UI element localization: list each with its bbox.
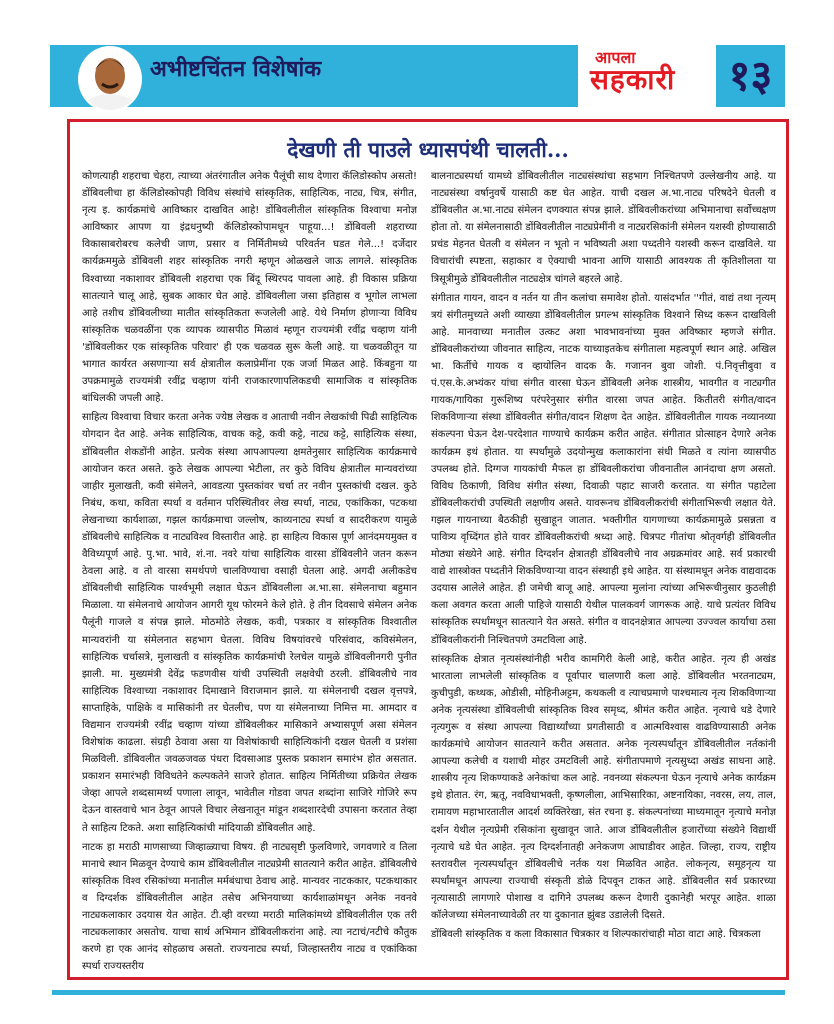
- paragraph: डोंबिवली सांस्कृतिक व कला विकासात चित्रकार व शिल्पकारांचाही मोठा वाटा आहे. चित्रकला: [431, 929, 761, 941]
- paragraph: संगीतात गायन, वादन व नर्तन या तीन कलांचा समावेश होतो. यासंदर्भात ''गीतं, वाद्यं तथा नृत्यम् त्रयं संगीतमुच्यते अशी व्याख्या डोंबिवलीतील प्रगल्भ सांस्कृतिक विश्वाने सिध्द करून दाखविली आहे. मानवाच्या मनातील उत्कट अशा भावभावनांच्या मुक्त अविष्कार म्हणजे संगीत. डोंबिवलीकरांच्या जीवनात साहित्य, नाटक याच्याइतकेच संगीताला महत्वपूर्ण स्थान आहे. अखिल भा. किर्तीचे गायक व व्हायोलिन वादक कै. गजानन बुवा जोशी. पं.निवृत्तीबुवा व पं.एस.के.अभ्यंकर यांचा संगीत वारसा घेऊन डोंबिवली अनेक शास्त्रीय, भावगीत व नाट्यगीत गायक/गायिका गुरूशिष्य परंपरेनुसार संगीत वारसा जपत आहेत. कितीतरी संगीत/वादन शिकविणाऱ्या संस्था डोंबिवलीत संगीत/वादन शिक्षण देत आहेत. डोंबिवलीतील गायक नव्यानव्या संकल्पना घेऊन देश-परदेशात गाण्याचे कार्यक्रम करीत आहेत. संगीतात प्रोत्साहन देणारे अनेक कार्यक्रम इथं होतात. या स्पर्धांमुळे उदयोन्मुख कलाकारांना संधी मिळते व त्यांना व्यासपीठ उपलब्ध होते. दिग्गज गायकांची मैफल हा डोंबिवलीकरांचा जीवनातील आनंदाचा क्षण असतो. विविध ठिकाणी, विविध संगीत संस्था, दिवाळी पहाट साजरी करतात. या संगीत पहाटेला डोंबिवलीकरांची उपस्थिती लक्षणीय असते. यावरूनच डोंबिवलीकरांची संगीताभिरूची लक्षात येते. गझल गायनाच्या बैठकीही सुखाहून जातात. भक्तीगीत यागणाच्या कार्यक्रमामुळे प्रसन्नता व पावित्र्य वृध्दिंगत होते यावर डोंबिवलीकरांची श्रध्दा आहे. चित्रपट गीतांचा श्रोतृवर्गही डोंबिवलीत मोठ्या संख्येने आहे. संगीत दिग्दर्शन क्षेत्रातही डोंबिवलीचे नाव अग्रक्रमांवर आहे. सर्व प्रकारची वाद्ये शास्त्रोक्त पध्दतीने शिकविण्याऱ्या वादन संस्थाही इथे आहेत. या संस्थामधून अनेक वाद्यवादक उदयास आलेले आहेत. ही जमेची बाजू आहे. आपल्या मुलांना त्यांच्या अभिरूचीनुसार कुठलीही कला अवगत करता आली पाहिजे यासाठी येथील पालकवर्ग जागरूक आहे. याचे प्रत्यंतर विविध सांस्कृतिक स्पर्धांमधून सातत्याने येत असते. संगीत व वादनक्षेत्रात आपल्या उज्ज्वल कार्याचा ठसा डोंबिवलीकरांनी निश्चितपणे उमटविला आहे.: [431, 292, 776, 646]
- brand-name: सहकारी: [590, 63, 676, 96]
- right-column: [431, 168, 776, 972]
- left-column: [82, 168, 417, 972]
- paragraph: बालनाट्यस्पर्धा यामध्ये डोंबिवलीतील नाट्यसंस्थांचा सहभाग निश्चितपणे उल्लेखनीय आहे. या नाट्यसंस्था वर्षानुवर्षे यासाठी कष्ट घेत आहेत. याची दखल अ.भा.नाट्य परिषदेने घेतली व डोंबिवलीत अ.भा.नाट्य संमेलन दणक्यात संपन्न झाले. डोंबिवलीकरांच्या अभिमानाचा सर्वोच्चक्षण होता तो. या संमेलनासाठी डोंबिवलीतील नाट्यप्रेमींनी व नाट्यरसिकांनी संमेलन यशस्वी होण्यासाठी प्रचंड मेहनत घेतली व संमेलन न भूतो न भविष्यती अशा पध्दतीने यशस्वी करून दाखविले. या विचारांची स्पष्टता, सहाकार व ऐक्याची भावना आणि यासाठी आवश्यक ती कृतिशीलता या त्रिसूत्रीमुळे डोंबिवलीतील नाट्यक्षेत्र चांगले बहरले आहे.: [431, 171, 776, 285]
- paragraph: नाटक हा मराठी माणसाच्या जिव्हाळ्याचा विषय. ही नाट्यसृष्टी फुलविणारे, जगवणारे व तिला मानाचे स्थान मिळवून देण्याचे काम डोंबिवलीतील नाट्यप्रेमी सातत्याने करीत आहेत. डोंबिवलीचे सांस्कृतिक विश्व रसिकांच्या मनातील मर्मबंधाचा ठेवाच आहे. मान्यवर नाटककार, पटकथाकार व दिग्दर्शक डोंबिवलीतील आहेत तसेच अभिनयाच्या कार्यशाळांमधून अनेक नवनवे नाट्यकलाकार उदयास येत आहेत. टी.व्ही वरच्या मराठी मालिकांमध्ये डोंबिवलीतील एक तरी नाट्यकलाकार असतोच. याचा सार्थ अभिमान डोंबिवलीकरांना आहे. त्या नटाचं/नटीचे कौतुक करणे हा एक आनंद सोहळाच असतो. राज्यनाट्य स्पर्धा, जिल्हास्तरीय नाट्य व एकांकिका स्पर्धा राज्यस्तरीय: [82, 841, 417, 972]
- paragraph: साहित्य विश्वाचा विचार करता अनेक ज्येष्ठ लेखक व आताची नवीन लेखकांची पिढी साहित्यिक योगदान देत आहे. अनेक साहित्यिक, वाचक कट्टे, कवी कट्टे, नाट्य कट्टे, साहित्यिक संस्था, डोंबिवलीत शेकडोंनी आहेत. प्रत्येक संस्था आपआपल्या क्षमतेनुसार साहित्यिक कार्यक्रमाचे आयोजन करत असते. कुठे लेखक आपल्या भेटीला, तर कुठे विविध क्षेत्रातील मान्यवरांच्या जाहीर मुलाखती, कवी संमेलने, आवडत्या पुस्तकांवर चर्चा तर नवीन पुस्तकांची दखल. कुठे निबंध, कथा, कविता स्पर्धा व वर्तमान परिस्थितीवर लेख स्पर्धा, नाट्य, एकांकिका, पटकथा लेखनाच्या कार्यशाळा, गझल कार्यक्रमाचा जल्लोष, काव्यनाट्य स्पर्धा व सादरीकरण यामुळे डोंबिवलीचे साहित्यिक व नाट्यविश्व विस्तारीत आहे. हा साहित्य विकास पूर्ण आनंदमयमुक्त व वैविध्यपूर्ण आहे. पु.भा. भावे, शं.ना. नवरे यांचा साहित्यिक वारसा डोंबिवलीने जतन करून ठेवला आहे. व तो वारसा समर्थपणे चालविण्याचा वसाही घेतला आहे. अगदी अलीकडेच डोंबिवलीची साहित्यिक पार्श्वभूमी लक्षात घेऊन डोंबिवलीला अ.भा.सा. संमेलनाचा बहुमान मिळाला. या संमेलनाचे आयोजन आगरी यूथ फोरमने केले होते. हे तीन दिवसाचे संमेलन अनेक पैलूंनी गाजले व संपन्न झाले. मोठमोठे लेखक, कवी, पत्रकार व सांस्कृतिक विश्वातील मान्यवरांनी या संमेलनात सहभाग घेतला. विविध विषयांवरचे परिसंवाद, कविसंमेलन, साहित्यिक चर्चासत्रे, मुलाखती व सांस्कृतिक कार्यक्रमांची रेलचेल यामुळे डोंबिवलीनगरी पुनीत झाली. मा. मुख्यमंत्री देवेंद्र फडणवीस यांची उपस्थिती लक्षवेधी ठरली. डोंबिवलीचे नाव साहित्यिक विश्वाच्या नकाशावर दिमाखाने विराजमान झाले. या संमेलनाची दखल वृत्तपत्रे, साप्ताहिके, पाक्षिके व मासिकांनी तर घेतलीच, पण या संमेलनाच्या निमित्त मा. आमदार व विद्यमान राज्यमंत्री रवींद्र चव्हाण यांच्या डोंबिवलीकर मासिकाने अभ्यासपूर्ण असा संमेलन विशेषांक काढला. संग्रही ठेवावा असा या विशेषांकाची साहित्यिकांनी दखल घेतली व प्रशंसा मिळविली. डोंबिवलीत जवळजवळ पंधरा दिवसाआड पुस्तक प्रकाशन समारंभ होत असतात. प्रकाशन समारंभही विविधतेने कल्पकतेने साजरे होतात. साहित्य निर्मितीच्या प्रक्रियेत लेखक जेव्हा आपले शब्दसामर्थ्य पणाला लावून, भावेतील गोडवा जपत शब्दांना साजिरे गोजिरे रूप देऊन वास्तवाचे भान ठेवून आपले विचार लेखनातून मांडून शब्दशारदेची उपासना करतात तेव्हा ते साहित्य टिकते. अशा साहित्यिकांची मांदियाळी डोंबिवलीत आहे.: [82, 412, 417, 834]
- header-title: अभीष्टचिंतन विशेषांक: [150, 56, 322, 82]
- brand-tagline: आपला: [595, 48, 636, 67]
- footer-rule: [52, 990, 785, 995]
- article-headline: देखणी ती पाउले ध्यासपंथी चालती...: [287, 137, 569, 162]
- page-number: १३: [716, 45, 785, 107]
- author-portrait: [78, 46, 142, 112]
- paragraph: कोणत्याही शहराचा चेहरा, त्याच्या अंतरंगातील अनेक पैलूंची साथ देणारा कॅलिडोस्कोप असतो! डोंबिवलीचा हा कॅलिडोस्कोपही विविध संस्थांचे सांस्कृतिक, साहित्यिक, नाट्य, चित्र, संगीत, नृत्य इ. कार्यक्रमांचे आविष्कार दाखवित आहे! डोंबिवलीतील सांस्कृतिक विश्वाचा मनोज्ञ आविष्कार आपण या इंद्रधनुष्यी कॅलिडोस्कोपामधून पाहूया...! डोंबिवली शहराच्या विकासाबरोबरच कलेची जाण, प्रसार व निर्मितीमध्ये परिवर्तन घडत गेले...! दर्जेदार कार्यक्रममुळे डोंबिवली शहर सांस्कृतिक नगरी म्हणून ओळखले जाऊ लागले. सांस्कृतिक विश्वाच्या नकाशावर डोंबिवली शहराचा एक बिंदू स्थिरपद पावला आहे. ही विकास प्रक्रिया सातत्याने चालू आहे, सुबक आकार घेत आहे. डोंबिवलीला जसा इतिहास व भूगोल लाभला आहे तशीच डोंबिवलीच्या मातीत सांस्कृतिकता रूजलेली आहे. येथे निर्माण होणाऱ्या विविध सांस्कृतिक चळवळींना एक व्यापक व्यासपीठ मिळावं म्हणून राज्यमंत्री रवींद्र चव्हाण यांनी 'डोंबिवलीकर एक सांस्कृतिक परिवार' ही एक चळवळ सुरू केली आहे. या चळवळीतून या भागात कार्यरत असणाऱ्या सर्व क्षेत्रातील कलाप्रेमींना एक जर्जा मिळत आहे. किंबहुना या उपक्रमामुळे राज्यमंत्री रवींद्र चव्हाण यांनी राजकारणापलिकडची सामाजिक व सांस्कृतिक बांधिलकी जपली आहे.: [82, 171, 417, 405]
- paragraph: सांस्कृतिक क्षेत्रात नृत्यसंस्थांनीही भरीव कामगिरी केली आहे, करीत आहेत. नृत्य ही अखंड भारताला लाभलेली सांस्कृतिक व पूर्वापार चालणारी कला आहे. डोंबिवलीत भरतनाट्यम, कुचीपुडी, कथ्थक, ओडीसी, मोहिनीअट्टम, कथकली व त्याचप्रमाणे पाश्चमात्य नृत्य शिकविणाऱ्या अनेक नृत्यसंस्था डोंबिवलीची सांस्कृतिक विश्व समृध्द, श्रीमंत करीत आहेत. नृत्याचे धडे देणारे नृत्यगुरू व संस्था आपल्या विद्यार्थ्यांच्या प्रगतीसाठी व आत्मविश्वास वाढविण्यासाठी अनेक कार्यक्रमांचे आयोजन सातत्याने करीत असतात. अनेक नृत्यस्पर्धांतून डोंबिवलीतील नर्तकांनी आपल्या कलेची व यशाची मोहर उमटविली आहे. संगीतापमाणे नृत्यसुध्दा अखंड साधना आहे. शास्त्रीय नृत्य शिकण्याकडे अनेकांचा कल आहे. नवनव्या संकल्पना घेऊन नृत्याचे अनेक कार्यक्रम इथे होतात. रंग, ऋतू, नवविधाभक्ती, कृष्णलीला, आभिसारिका, अष्टनायिका, नवरस, लय, ताल, रामायण महाभारतातील आदर्श व्यक्तिरेखा, संत रचना इ. संकल्पनांच्या माध्यमातून नृत्याचे मनोज्ञ दर्शन येथील नृत्यप्रेमी रसिकांना सुखावून जाते. आज डोंबिवलीतील हजारोंच्या संख्येने विद्यार्थी नृत्याचे धडे घेत आहेत. नृत्य दिग्दर्शनातही अनेकजण आघाडीवर आहेत. जिल्हा, राज्य, राष्ट्रीय स्तरावरील नृत्यस्पर्धांतून डोंबिवलीचे नर्तक यश मिळवित आहेत. लोकनृत्य, समूहनृत्य या स्पर्धांमधून आपल्या राज्याची संस्कृती डोळे दिपवून टाकत आहे. डोंबिवलीत सर्व प्रकारच्या नृत्यासाठी लागणारे पोशाख व दागिने उपलब्ध करून देणारी दुकानेही भरपूर आहेत. शाळा कॉलेजच्या संमेलनाच्यावेळी तर या दुकानात झुंबड उडालेली दिसते.: [431, 653, 776, 922]
